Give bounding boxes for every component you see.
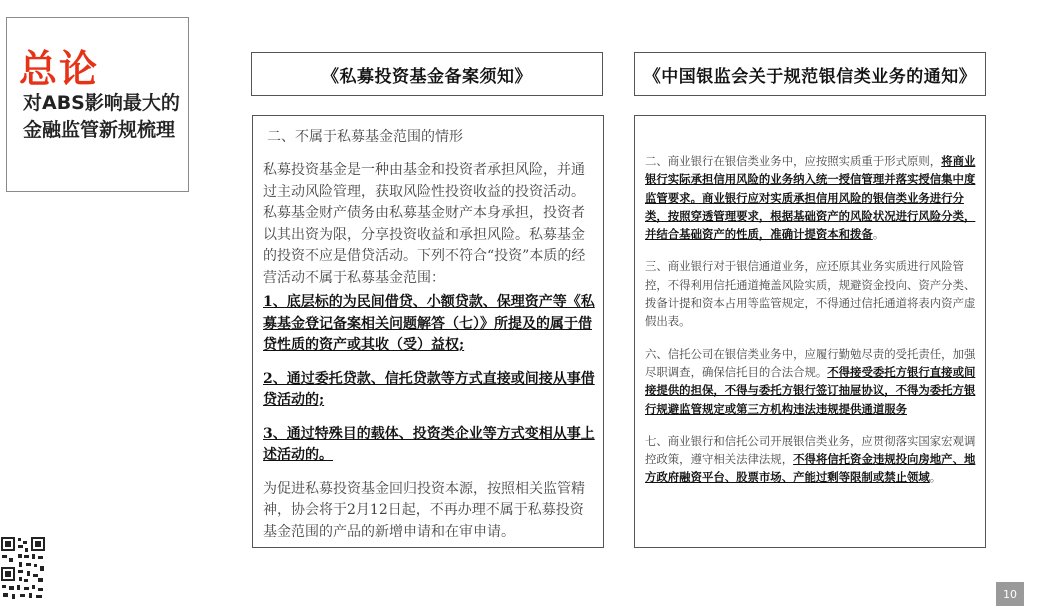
clause-text: 六、信托公司在银信类业务中，应履行勤勉尽责的受托责任，加强尽职调查，确保信托目的合法合规。 [645, 346, 976, 379]
qr-code [0, 536, 46, 602]
left-doc-panel [252, 115, 604, 548]
clause-emphasis: 将商业银行实际承担信用风险的业务纳入统一授信管理并落实授信集中度监管要求。商业银行应对实质承担信用风险的银信类业务进行分类，按照穿透管理要求，根据基础资产的风险状况进行风险分类，并结合基础资产的性质，准确计提资本和拨备 [645, 154, 976, 242]
clause-emphasis: 不得接受委托方银行直接或间接提供的担保，不得与委托方银行签订抽屉协议，不得为委托方银行规避监管规定或第三方机构违法违规提供通道服务 [645, 364, 976, 416]
closing-paragraph: 为促进私募投资基金回归投资本源，按照相关监管精神，协会将于2月12日起，不再办理不属于私募投资基金范围的产品的新增申请和在审申请。 [263, 480, 585, 540]
slide-title: 总论 [19, 47, 100, 91]
clause-paragraph [645, 345, 977, 418]
clause-emphasis: 不得将信托资金违规投向房地产、地方政府融资平台、股票市场、产能过剩等限制或禁止领域 [645, 452, 976, 485]
clause-text: 三、商业银行对于银信通道业务，应还原其业务实质进行风险管控，不得利用信托通道掩盖风险实质，规避资金投向、资产分类、拨备计提和资本占用等监管规定，不得通过信托通道将表内资产虚假出表。 [645, 259, 976, 329]
clause-paragraph [645, 257, 977, 330]
clause-text: 七、商业银行和信托公司开展银信类业务，应贯彻落实国家宏观调控政策，遵守相关法律法规， [645, 433, 976, 467]
left-doc-header: 《私募投资基金备案须知》 [251, 52, 603, 96]
right-doc-header: 《中国银监会关于规范银信类业务的通知》 [634, 52, 986, 96]
slide-subtitle: 对ABS影响最大的金融监管新规梳理 [23, 92, 180, 141]
clause-text: 二、商业银行在银信类业务中，应按照实质重于形式原则， [645, 154, 942, 168]
clause-paragraph [645, 152, 977, 243]
clause-tail: 。 [929, 470, 942, 485]
list-item: 3、通过特殊目的载体、投资类企业等方式变相从事上述活动的。 [263, 425, 595, 463]
page-number: 10 [996, 582, 1024, 606]
clause-paragraph [645, 432, 977, 487]
right-doc-panel [634, 115, 986, 548]
title-card [6, 17, 189, 192]
list-item: 1、底层标的为民间借贷、小额贷款、保理资产等《私募基金登记备案相关问题解答（七）》所提及的属于借贷性质的资产或其收（受）益权; [263, 294, 595, 353]
intro-paragraph: 私募投资基金是一种由基金和投资者承担风险，并通过主动风险管理，获取风险性投资收益的投资活动。私募基金财产债务由私募基金财产本身承担，投资者以其出资为限，分享投资收益和承担风险。私募基金的投资不应是借贷活动。下列不符合“投资”本质的经营活动不属于私募基金范围： [263, 162, 586, 286]
list-item: 2、通过委托贷款、信托贷款等方式直接或间接从事借贷活动的; [263, 370, 595, 408]
clause-tail: 。 [872, 227, 885, 242]
section-heading: 二、不属于私募基金范围的情形 [267, 129, 463, 145]
